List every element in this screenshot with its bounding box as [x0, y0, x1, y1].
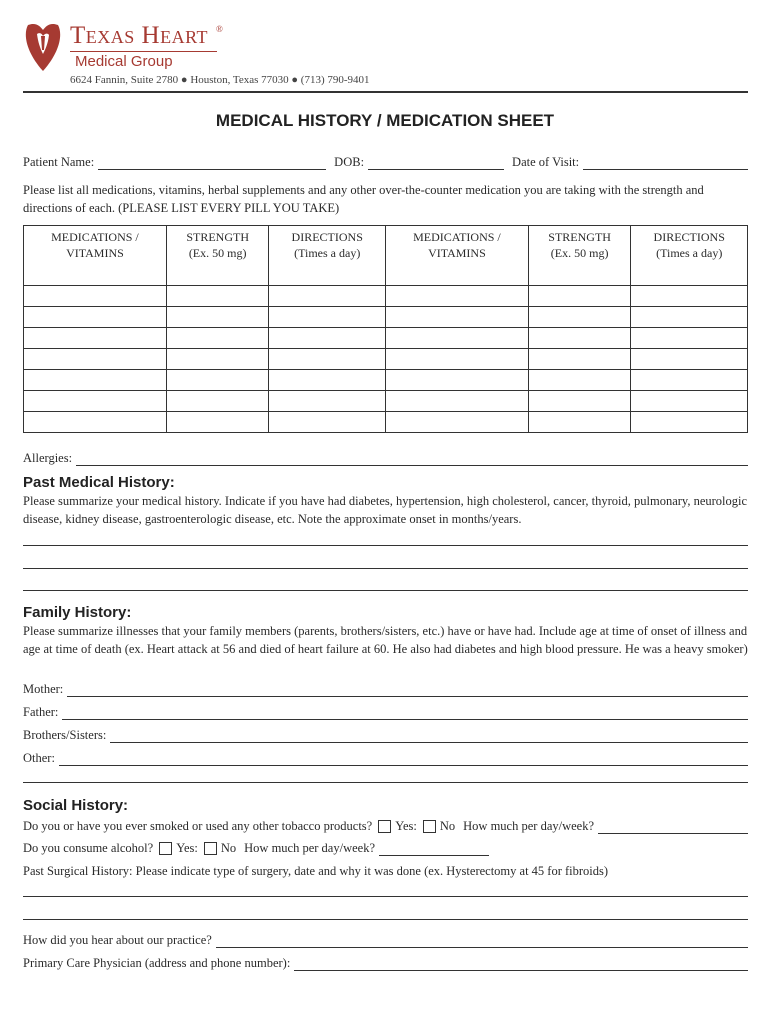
- column-header-line: VITAMINS: [66, 246, 124, 260]
- primary-care-physician-field[interactable]: [294, 958, 748, 971]
- medication-cell[interactable]: [385, 328, 528, 349]
- primary-care-physician-label: Primary Care Physician (address and phone number):: [23, 956, 291, 970]
- mother-field[interactable]: [67, 684, 748, 697]
- table-row: [24, 391, 748, 412]
- no-label: No: [220, 841, 237, 855]
- page-title: MEDICAL HISTORY / MEDICATION SHEET: [215, 111, 555, 130]
- medication-cell[interactable]: [528, 412, 631, 433]
- table-row: [24, 328, 748, 349]
- past-history-line[interactable]: [23, 590, 748, 591]
- medication-cell[interactable]: [269, 349, 386, 370]
- patient-name-label: Patient Name:: [23, 155, 95, 169]
- other-label: Other:: [23, 751, 55, 765]
- medication-cell[interactable]: [385, 412, 528, 433]
- medication-cell[interactable]: [269, 391, 386, 412]
- medication-cell[interactable]: [385, 307, 528, 328]
- column-header: [528, 226, 631, 286]
- medication-cell[interactable]: [631, 349, 748, 370]
- alcohol-amount-field[interactable]: [379, 843, 489, 856]
- table-row: [24, 412, 748, 433]
- medication-cell[interactable]: [269, 328, 386, 349]
- no-label: No: [439, 819, 456, 833]
- medication-cell[interactable]: [24, 370, 167, 391]
- social-history-heading: Social History:: [23, 797, 129, 814]
- medication-cell[interactable]: [24, 286, 167, 307]
- medication-cell[interactable]: [166, 349, 269, 370]
- medication-cell[interactable]: [166, 328, 269, 349]
- medication-cell[interactable]: [528, 286, 631, 307]
- medication-cell[interactable]: [528, 370, 631, 391]
- column-header-line: (Times a day): [656, 246, 723, 260]
- date-of-visit-field[interactable]: [583, 157, 748, 170]
- medication-cell[interactable]: [269, 286, 386, 307]
- brand-name: Texas Heart: [70, 22, 208, 49]
- patient-name-field[interactable]: [98, 157, 326, 170]
- past-medical-history-heading: Past Medical History:: [23, 474, 175, 491]
- date-of-visit-label: Date of Visit:: [512, 155, 580, 169]
- dob-field[interactable]: [368, 157, 504, 170]
- medication-cell[interactable]: [269, 412, 386, 433]
- brand-underline: [70, 51, 217, 52]
- medication-cell[interactable]: [385, 391, 528, 412]
- medication-instructions: Please list all medications, vitamins, herbal supplements and any other over-the-counter medication you are taking with the strength and directions of each. (PLEASE LIST EVERY PILL YOU TAKE): [23, 183, 704, 215]
- medication-cell[interactable]: [166, 307, 269, 328]
- medication-cell[interactable]: [528, 328, 631, 349]
- column-header-line: DIRECTIONS: [653, 230, 725, 244]
- medication-cell[interactable]: [631, 286, 748, 307]
- alcohol-question: Do you consume alcohol?: [23, 841, 154, 855]
- past-history-line[interactable]: [23, 568, 748, 569]
- medication-cell[interactable]: [166, 391, 269, 412]
- column-header-line: DIRECTIONS: [291, 230, 363, 244]
- medication-cell[interactable]: [24, 349, 167, 370]
- allergies-field[interactable]: [76, 453, 748, 466]
- tobacco-yes-checkbox[interactable]: [378, 820, 391, 833]
- siblings-label: Brothers/Sisters:: [23, 728, 107, 742]
- medication-cell[interactable]: [631, 328, 748, 349]
- surgical-history-line[interactable]: [23, 919, 748, 920]
- mother-label: Mother:: [23, 682, 64, 696]
- family-history-instructions: Please summarize illnesses that your family members (parents, brothers/sisters, etc.) have or have had. Include age at time of onset of illness and age at time of death (ex. Heart attack at 56 and died of heart failure at 60. He also had diabetes and high blood pressure. He was a heavy smoker): [23, 624, 748, 656]
- column-header: [166, 226, 269, 286]
- heart-logo-icon: [24, 22, 62, 72]
- column-header-line: STRENGTH: [548, 230, 611, 244]
- father-field[interactable]: [62, 707, 748, 720]
- medication-cell[interactable]: [24, 412, 167, 433]
- medication-cell[interactable]: [631, 391, 748, 412]
- table-row: [24, 286, 748, 307]
- past-medical-history-instructions: Please summarize your medical history. Indicate if you have had diabetes, hypertension, high cholesterol, cancer, thyroid, pulmonary, neurologic disease, kidney disease, gastroenterologic disease, etc. Note the approximate onset in months/years.: [23, 494, 748, 526]
- father-label: Father:: [23, 705, 59, 719]
- column-header: [631, 226, 748, 286]
- table-row: [24, 307, 748, 328]
- alcohol-amount-label: How much per day/week?: [244, 841, 375, 855]
- column-header-line: MEDICATIONS /: [413, 230, 501, 244]
- medication-cell[interactable]: [631, 370, 748, 391]
- medication-cell[interactable]: [269, 307, 386, 328]
- medication-cell[interactable]: [631, 307, 748, 328]
- medication-cell[interactable]: [528, 349, 631, 370]
- medication-cell[interactable]: [631, 412, 748, 433]
- medication-cell[interactable]: [385, 370, 528, 391]
- yes-label: Yes:: [176, 841, 198, 855]
- column-header-line: STRENGTH: [186, 230, 249, 244]
- surgical-history-label: Past Surgical History: Please indicate type of surgery, date and why it was done (ex. Hysterectomy at 45 for fibroids): [23, 864, 609, 878]
- yes-label: Yes:: [395, 819, 417, 833]
- column-header: [269, 226, 386, 286]
- column-header-line: MEDICATIONS /: [51, 230, 139, 244]
- medication-cell[interactable]: [24, 391, 167, 412]
- family-history-line[interactable]: [23, 782, 748, 783]
- column-header-line: (Times a day): [294, 246, 361, 260]
- address: 6624 Fannin, Suite 2780 ● Houston, Texas 77030 ● (713) 790-9401: [70, 74, 370, 86]
- medication-cell[interactable]: [528, 391, 631, 412]
- medication-cell[interactable]: [24, 328, 167, 349]
- medication-cell[interactable]: [269, 370, 386, 391]
- column-header: [24, 226, 167, 286]
- alcohol-no-checkbox[interactable]: [204, 842, 217, 855]
- referral-source-label: How did you hear about our practice?: [23, 933, 212, 947]
- table-row: [24, 349, 748, 370]
- past-history-line[interactable]: [23, 545, 748, 546]
- registered-mark: ®: [216, 24, 223, 34]
- brand-subtitle: Medical Group: [75, 53, 173, 70]
- header-rule: [23, 91, 748, 93]
- surgical-history-line[interactable]: [23, 896, 748, 897]
- column-header-line: (Ex. 50 mg): [188, 246, 247, 260]
- column-header: [385, 226, 528, 286]
- medication-cell[interactable]: [166, 286, 269, 307]
- tobacco-amount-label: How much per day/week?: [463, 819, 595, 833]
- medication-table: [23, 225, 748, 433]
- tobacco-amount-field[interactable]: [598, 821, 748, 834]
- referral-source-field[interactable]: [216, 935, 748, 948]
- column-header-line: VITAMINS: [428, 246, 486, 260]
- family-history-heading: Family History:: [23, 604, 132, 621]
- allergies-label: Allergies:: [23, 451, 73, 465]
- medication-cell[interactable]: [166, 412, 269, 433]
- medication-cell[interactable]: [385, 286, 528, 307]
- tobacco-question: Do you or have you ever smoked or used any other tobacco products?: [23, 819, 373, 833]
- medication-cell[interactable]: [166, 370, 269, 391]
- other-field[interactable]: [59, 753, 748, 766]
- alcohol-yes-checkbox[interactable]: [159, 842, 172, 855]
- column-header-line: (Ex. 50 mg): [550, 246, 609, 260]
- dob-label: DOB:: [334, 155, 365, 169]
- tobacco-no-checkbox[interactable]: [423, 820, 436, 833]
- table-row: [24, 370, 748, 391]
- medication-cell[interactable]: [385, 349, 528, 370]
- medication-cell[interactable]: [24, 307, 167, 328]
- siblings-field[interactable]: [110, 730, 748, 743]
- medication-cell[interactable]: [528, 307, 631, 328]
